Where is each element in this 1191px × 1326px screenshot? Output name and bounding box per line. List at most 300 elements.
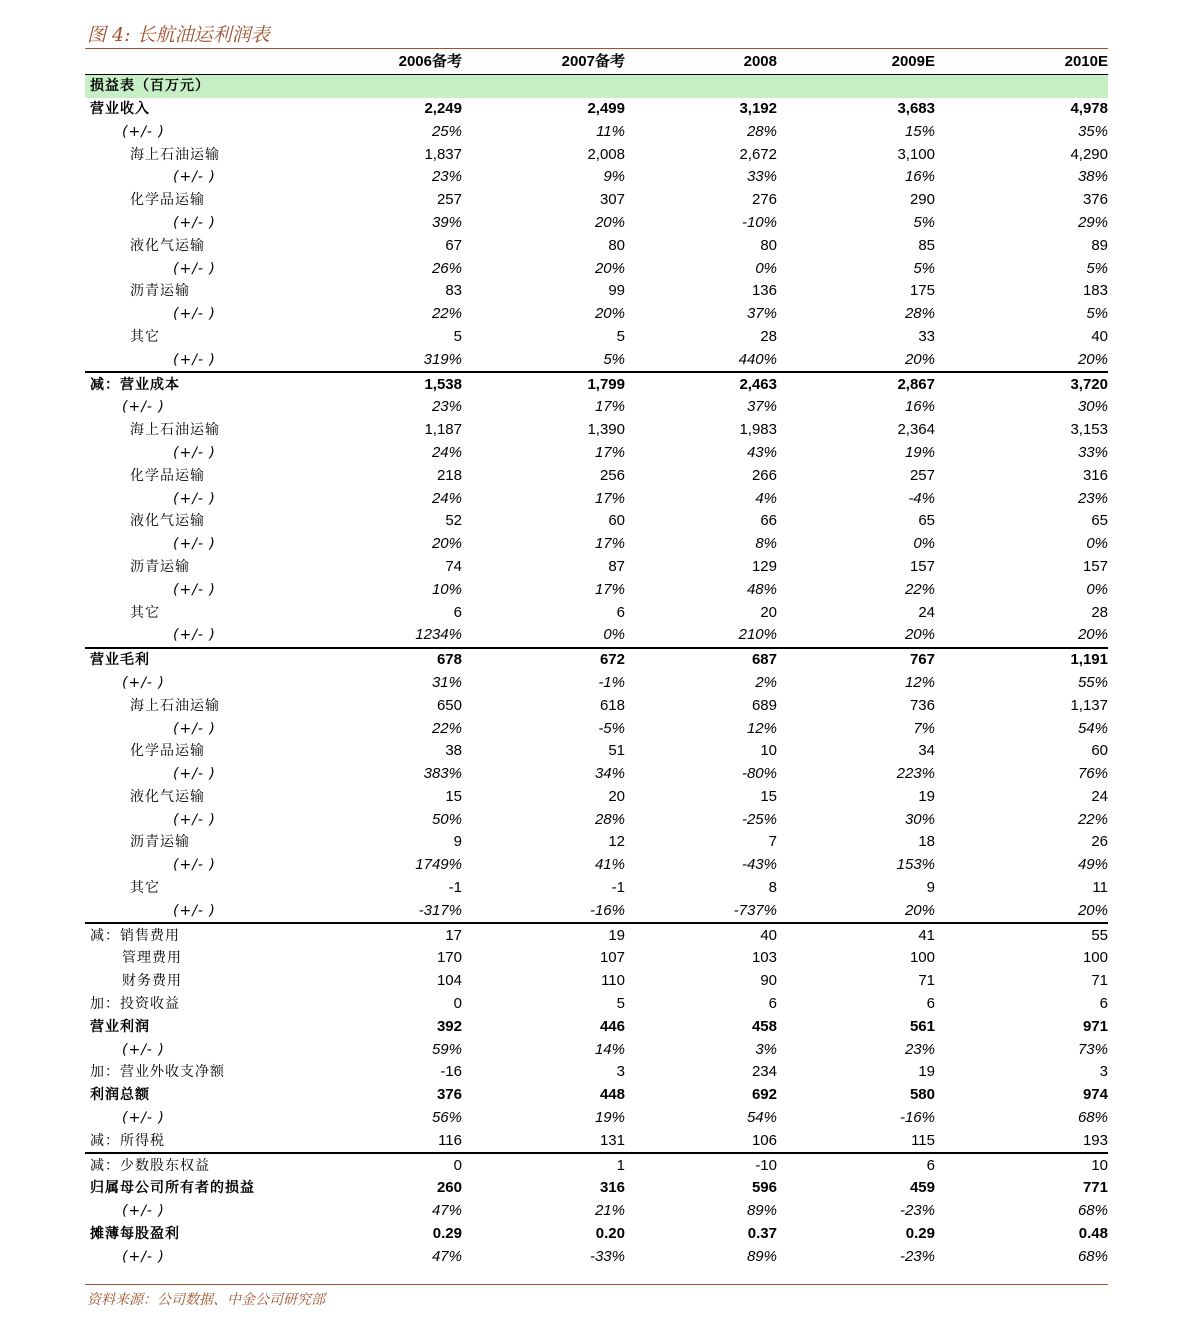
table-row xyxy=(85,464,1108,487)
cell-value: 1,799 xyxy=(462,372,625,396)
cell-value: -23% xyxy=(899,1247,935,1265)
cell-value: 17% xyxy=(594,489,625,507)
cell-value: 19 xyxy=(462,923,625,947)
cell-value: 1,837 xyxy=(424,145,462,163)
cell-value: 20% xyxy=(904,350,935,368)
cell-value: 30% xyxy=(904,810,935,828)
cell-value: -25% xyxy=(741,810,777,828)
cell-value: 28 xyxy=(1091,603,1108,621)
cell-value: -16% xyxy=(589,901,625,919)
cell-value: 5% xyxy=(913,259,935,277)
cell-value: 210% xyxy=(738,626,777,644)
cell-value: -5% xyxy=(598,719,625,737)
cell-value: -737% xyxy=(733,901,777,919)
cell-value: 60 xyxy=(608,512,625,530)
cell-value: 3 xyxy=(1099,1063,1108,1081)
cell-value: 2,364 xyxy=(897,421,935,439)
cell-value: 74 xyxy=(445,557,462,575)
row-label: 液化气运输 xyxy=(130,513,205,530)
cell-value: 157 xyxy=(909,557,935,575)
cell-value: -1% xyxy=(598,673,625,691)
cell-value: 136 xyxy=(751,282,777,300)
cell-value: 90 xyxy=(760,972,777,990)
cell-value: 9 xyxy=(453,833,462,851)
cell-value: 11% xyxy=(596,122,625,140)
cell-value: 37% xyxy=(746,305,777,323)
cell-value: 1,187 xyxy=(424,421,462,439)
row-label: 减：销售费用 xyxy=(85,923,345,947)
cell-value: 25% xyxy=(431,122,462,140)
row-label: (+/- ) xyxy=(173,811,216,828)
cell-value: 29% xyxy=(1077,213,1108,231)
table-row xyxy=(85,1061,1108,1084)
row-label: 化学品运输 xyxy=(130,467,205,484)
table-row xyxy=(85,234,1108,257)
cell-value: 23% xyxy=(431,168,462,186)
cell-value: 54% xyxy=(1077,719,1108,737)
cell-value: 85 xyxy=(918,236,935,254)
cell-value: 33% xyxy=(746,168,777,186)
cell-value: 19 xyxy=(918,787,935,805)
cell-value: 2,867 xyxy=(777,372,935,396)
cell-value: 16% xyxy=(904,168,935,186)
cell-value: 6 xyxy=(453,603,462,621)
cell-value: 26 xyxy=(1091,833,1108,851)
income-statement-table xyxy=(85,51,1108,1268)
cell-value: 103 xyxy=(751,949,777,967)
table-row xyxy=(85,854,1108,877)
cell-value: 307 xyxy=(599,191,625,209)
table-row xyxy=(85,1153,1108,1177)
cell-value: 0% xyxy=(1086,535,1108,553)
row-label: 营业利润 xyxy=(90,1018,150,1035)
cell-value: 131 xyxy=(599,1131,625,1149)
cell-value: 392 xyxy=(436,1017,462,1035)
cell-value: 34% xyxy=(594,765,625,783)
cell-value: -23% xyxy=(899,1202,935,1220)
cell-value: 276 xyxy=(751,191,777,209)
cell-value: 446 xyxy=(599,1017,625,1035)
cell-value: 2,499 xyxy=(587,99,625,117)
cell-value: 35% xyxy=(1077,122,1108,140)
cell-value: 257 xyxy=(909,466,935,484)
cell-value: 47% xyxy=(431,1202,462,1220)
cell-value: 28% xyxy=(904,305,935,323)
cell-value: 5 xyxy=(453,327,462,345)
cell-value: 54% xyxy=(746,1109,777,1127)
cell-value: 17 xyxy=(345,923,462,947)
cell-value: 3,100 xyxy=(897,145,935,163)
table-row xyxy=(85,601,1108,624)
source-note: 资料来源：公司数据、中金公司研究部 xyxy=(87,1292,325,1308)
cell-value: 9% xyxy=(603,168,625,186)
table-row xyxy=(85,923,1108,947)
table-row xyxy=(85,717,1108,740)
cell-value: 22% xyxy=(431,719,462,737)
cell-value: 0.20 xyxy=(595,1225,625,1243)
cell-value: 6 xyxy=(616,603,625,621)
cell-value: 650 xyxy=(436,696,462,714)
row-label: 化学品运输 xyxy=(130,743,205,760)
cell-value: 0.48 xyxy=(1078,1225,1108,1243)
table-row xyxy=(85,672,1108,695)
cell-value: 3 xyxy=(616,1063,625,1081)
cell-value: 50% xyxy=(431,810,462,828)
cell-value: 687 xyxy=(625,648,777,672)
cell-value: 129 xyxy=(751,557,777,575)
cell-value: -33% xyxy=(589,1247,625,1265)
cell-value: 19 xyxy=(918,1063,935,1081)
cell-value: -43% xyxy=(741,856,777,874)
cell-value: 5 xyxy=(616,995,625,1013)
cell-value: 3,192 xyxy=(739,99,777,117)
cell-value: 193 xyxy=(1082,1131,1108,1149)
cell-value: 34 xyxy=(918,742,935,760)
cell-value: 5 xyxy=(616,327,625,345)
cell-value: 22% xyxy=(904,580,935,598)
cell-value: 3,153 xyxy=(1070,421,1108,439)
cell-value: 971 xyxy=(1082,1017,1108,1035)
cell-value: 52 xyxy=(445,512,462,530)
row-label: 利润总额 xyxy=(90,1087,150,1104)
row-label: (+/- ) xyxy=(173,490,216,507)
cell-value: 23% xyxy=(431,398,462,416)
cell-value: 40 xyxy=(1091,327,1108,345)
cell-value: 20% xyxy=(594,259,625,277)
cell-value: 20% xyxy=(1077,901,1108,919)
cell-value: 83 xyxy=(445,282,462,300)
row-label: 管理费用 xyxy=(122,950,182,967)
cell-value: 28% xyxy=(746,122,777,140)
cell-value: 41 xyxy=(777,923,935,947)
cell-value: 256 xyxy=(599,466,625,484)
cell-value: 10% xyxy=(431,580,462,598)
cell-value: 56% xyxy=(431,1109,462,1127)
table-row xyxy=(85,1107,1108,1130)
row-label: 海上石油运输 xyxy=(130,146,220,163)
cell-value: 672 xyxy=(462,648,625,672)
cell-value: 5% xyxy=(603,350,625,368)
cell-value: 107 xyxy=(599,949,625,967)
cell-value: 22% xyxy=(1077,810,1108,828)
cell-value: 40 xyxy=(625,923,777,947)
row-label: (+/- ) xyxy=(173,536,216,553)
cell-value: 89% xyxy=(746,1247,777,1265)
row-label: (+/- ) xyxy=(122,674,165,691)
cell-value: 110 xyxy=(601,972,625,990)
table-row xyxy=(85,326,1108,349)
cell-value: 580 xyxy=(909,1086,935,1104)
row-label: 其它 xyxy=(130,880,160,897)
cell-value: 30% xyxy=(1077,398,1108,416)
cell-value: 33% xyxy=(1077,443,1108,461)
title-rule xyxy=(85,48,1108,49)
table-row xyxy=(85,899,1108,923)
table-row xyxy=(85,694,1108,717)
cell-value: 5% xyxy=(1086,305,1108,323)
row-label: (+/- ) xyxy=(173,581,216,598)
cell-value: 12% xyxy=(904,673,935,691)
row-label: (+/- ) xyxy=(122,1248,165,1265)
cell-value: 33 xyxy=(918,327,935,345)
cell-value: 5% xyxy=(913,213,935,231)
table-row xyxy=(85,763,1108,786)
table-row xyxy=(85,98,1108,121)
cell-value: 1,538 xyxy=(345,372,462,396)
cell-value: 2% xyxy=(755,673,777,691)
cell-value: 17% xyxy=(594,398,625,416)
cell-value: 116 xyxy=(438,1131,462,1149)
cell-value: 59% xyxy=(431,1040,462,1058)
cell-value: -80% xyxy=(741,765,777,783)
cell-value: -10% xyxy=(741,213,777,231)
cell-value: 0.37 xyxy=(747,1225,777,1243)
cell-value: -1 xyxy=(448,879,462,897)
table-row xyxy=(85,970,1108,993)
cell-value: 80 xyxy=(760,236,777,254)
figure-title: 图 4: 长航油运利润表 xyxy=(87,24,270,46)
table-row xyxy=(85,442,1108,465)
row-label: (+/- ) xyxy=(173,306,216,323)
row-label: 液化气运输 xyxy=(130,237,205,254)
cell-value: 1,137 xyxy=(1070,696,1108,714)
cell-value: 0% xyxy=(755,259,777,277)
table-row xyxy=(85,1200,1108,1223)
cell-value: 0% xyxy=(603,626,625,644)
cell-value: 16% xyxy=(904,398,935,416)
table-row xyxy=(85,648,1108,672)
cell-value: 736 xyxy=(909,696,935,714)
row-label: 财务费用 xyxy=(122,973,182,990)
cell-value: 19% xyxy=(594,1109,625,1127)
cell-value: 80 xyxy=(608,236,625,254)
table-row xyxy=(85,786,1108,809)
cell-value: 67 xyxy=(445,236,462,254)
cell-value: 3% xyxy=(755,1040,777,1058)
cell-value: 260 xyxy=(436,1179,462,1197)
cell-value: 17% xyxy=(594,443,625,461)
cell-value: 73% xyxy=(1077,1040,1108,1058)
cell-value: 20% xyxy=(1077,626,1108,644)
row-label: 化学品运输 xyxy=(130,192,205,209)
cell-value: 65 xyxy=(1091,512,1108,530)
cell-value: 15 xyxy=(445,787,462,805)
row-label: 沥青运输 xyxy=(130,834,190,851)
cell-value: 1,983 xyxy=(739,421,777,439)
cell-value: 7% xyxy=(913,719,935,737)
cell-value: 28% xyxy=(594,810,625,828)
table-row xyxy=(85,257,1108,280)
table-row xyxy=(85,1015,1108,1038)
cell-value: 1 xyxy=(462,1153,625,1177)
column-header: 2007备考 xyxy=(462,51,625,74)
row-label: (+/- ) xyxy=(122,123,165,140)
cell-value: 153% xyxy=(896,856,935,874)
table-row xyxy=(85,1245,1108,1268)
cell-value: 678 xyxy=(345,648,462,672)
row-label: 归属母公司所有者的损益 xyxy=(90,1180,255,1197)
table-row xyxy=(85,740,1108,763)
cell-value: 87 xyxy=(608,557,625,575)
cell-value: 1749% xyxy=(415,856,462,874)
cell-value: -16% xyxy=(899,1109,935,1127)
row-label: 液化气运输 xyxy=(130,788,205,805)
table-row xyxy=(85,624,1108,648)
cell-value: 223% xyxy=(896,765,935,783)
row-label: (+/- ) xyxy=(173,260,216,277)
cell-value: 89 xyxy=(1091,236,1108,254)
row-label: (+/- ) xyxy=(173,857,216,874)
cell-value: 0.29 xyxy=(432,1225,462,1243)
cell-value: 8 xyxy=(768,879,777,897)
cell-value: 55 xyxy=(935,923,1108,947)
cell-value: 20% xyxy=(431,535,462,553)
row-label: (+/- ) xyxy=(173,169,216,186)
cell-value: 104 xyxy=(436,972,462,990)
table-row xyxy=(85,120,1108,143)
cell-value: 26% xyxy=(431,259,462,277)
cell-value: 51 xyxy=(608,742,625,760)
cell-value: -10 xyxy=(625,1153,777,1177)
cell-value: 19% xyxy=(904,443,935,461)
cell-value: 1,191 xyxy=(935,648,1108,672)
cell-value: 2,008 xyxy=(587,145,625,163)
cell-value: -4% xyxy=(908,489,935,507)
cell-value: 100 xyxy=(909,949,935,967)
cell-value: 41% xyxy=(594,856,625,874)
cell-value: 99 xyxy=(608,282,625,300)
cell-value: 20% xyxy=(904,901,935,919)
cell-value: 89% xyxy=(746,1202,777,1220)
cell-value: 0 xyxy=(453,995,462,1013)
cell-value: 257 xyxy=(436,191,462,209)
cell-value: 31% xyxy=(431,673,462,691)
cell-value: 2,463 xyxy=(625,372,777,396)
row-label: (+/- ) xyxy=(173,351,216,368)
cell-value: 60 xyxy=(1091,742,1108,760)
cell-value: 3,683 xyxy=(897,99,935,117)
cell-value: 17% xyxy=(594,535,625,553)
row-label: (+/- ) xyxy=(173,902,216,919)
cell-value: 38% xyxy=(1077,168,1108,186)
table-row xyxy=(85,993,1108,1016)
cell-value: 4% xyxy=(755,489,777,507)
table-row xyxy=(85,1038,1108,1061)
cell-value: 10 xyxy=(935,1153,1108,1177)
row-label: 减：营业成本 xyxy=(85,372,345,396)
column-header: 2009E xyxy=(777,51,935,74)
cell-value: 37% xyxy=(746,398,777,416)
cell-value: 71 xyxy=(1091,972,1108,990)
cell-value: 68% xyxy=(1077,1202,1108,1220)
cell-value: 6 xyxy=(777,1153,935,1177)
cell-value: 20 xyxy=(760,603,777,621)
table-row xyxy=(85,487,1108,510)
cell-value: 38 xyxy=(445,742,462,760)
table-row xyxy=(85,419,1108,442)
table-row xyxy=(85,212,1108,235)
row-label: 营业毛利 xyxy=(85,648,345,672)
row-label: 减：少数股东权益 xyxy=(85,1153,345,1177)
cell-value: 23% xyxy=(904,1040,935,1058)
column-header: 2010E xyxy=(935,51,1108,74)
table-row xyxy=(85,396,1108,419)
cell-value: 596 xyxy=(751,1179,777,1197)
cell-value: 316 xyxy=(1082,466,1108,484)
cell-value: 1234% xyxy=(415,626,462,644)
cell-value: 48% xyxy=(746,580,777,598)
row-label: (+/- ) xyxy=(122,1041,165,1058)
table-row xyxy=(85,510,1108,533)
cell-value: 24% xyxy=(431,443,462,461)
cell-value: 15 xyxy=(760,787,777,805)
row-label: 减：所得税 xyxy=(90,1132,165,1149)
cell-value: 771 xyxy=(1082,1179,1108,1197)
cell-value: 974 xyxy=(1082,1086,1108,1104)
cell-value: 49% xyxy=(1077,856,1108,874)
cell-value: 12 xyxy=(608,833,625,851)
row-label: (+/- ) xyxy=(173,766,216,783)
cell-value: 106 xyxy=(751,1131,777,1149)
cell-value: 1,390 xyxy=(587,421,625,439)
cell-value: 0% xyxy=(913,535,935,553)
cell-value: 376 xyxy=(436,1086,462,1104)
cell-value: 767 xyxy=(777,648,935,672)
row-label: 摊薄每股盈利 xyxy=(90,1226,180,1243)
table-row xyxy=(85,166,1108,189)
cell-value: 6 xyxy=(1099,995,1108,1013)
cell-value: 266 xyxy=(751,466,777,484)
cell-value: 22% xyxy=(431,305,462,323)
cell-value: 175 xyxy=(909,282,935,300)
table-row xyxy=(85,1084,1108,1107)
cell-value: 9 xyxy=(926,879,935,897)
cell-value: 15% xyxy=(904,122,935,140)
cell-value: 290 xyxy=(909,191,935,209)
cell-value: -16 xyxy=(440,1063,462,1081)
column-header: 2008 xyxy=(625,51,777,74)
row-label: 沥青运输 xyxy=(130,558,190,575)
cell-value: -1 xyxy=(611,879,625,897)
cell-value: 0% xyxy=(1086,580,1108,598)
table-row xyxy=(85,280,1108,303)
cell-value: 157 xyxy=(1082,557,1108,575)
cell-value: 319% xyxy=(423,350,462,368)
table-row xyxy=(85,556,1108,579)
table-row xyxy=(85,189,1108,212)
row-label: 加：营业外收支净额 xyxy=(90,1064,225,1081)
table-row xyxy=(85,808,1108,831)
row-label: 其它 xyxy=(130,604,160,621)
cell-value: 65 xyxy=(918,512,935,530)
cell-value: 115 xyxy=(911,1131,935,1149)
row-label: 沥青运输 xyxy=(130,283,190,300)
row-label: 海上石油运输 xyxy=(130,422,220,439)
row-label: (+/- ) xyxy=(122,1203,165,1220)
table-row xyxy=(85,831,1108,854)
cell-value: 3,720 xyxy=(935,372,1108,396)
table-header-row xyxy=(85,51,1108,74)
cell-value: 0.29 xyxy=(905,1225,935,1243)
cell-value: 20% xyxy=(594,213,625,231)
cell-value: 68% xyxy=(1077,1109,1108,1127)
cell-value: 10 xyxy=(760,742,777,760)
cell-value: 24% xyxy=(431,489,462,507)
cell-value: 20% xyxy=(1077,350,1108,368)
cell-value: 383% xyxy=(423,765,462,783)
cell-value: 17% xyxy=(594,580,625,598)
table-row xyxy=(85,143,1108,166)
